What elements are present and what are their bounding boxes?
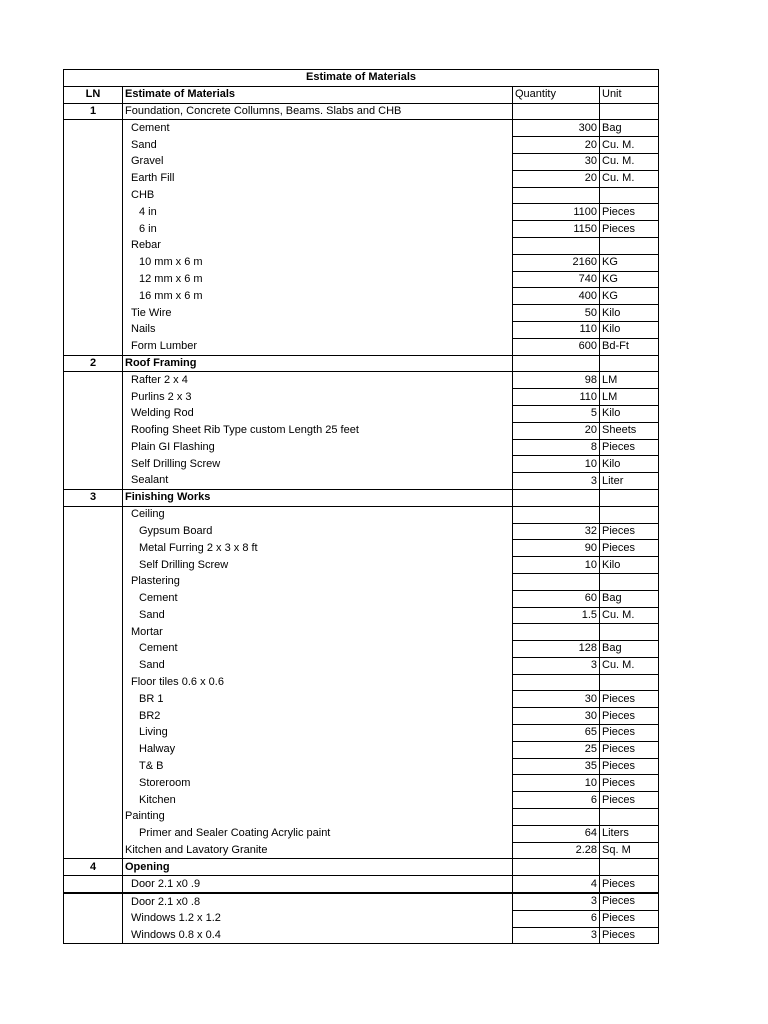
quantity-cell [513, 237, 600, 254]
table-row [64, 758, 659, 775]
unit-cell [600, 859, 659, 876]
header-quantity: Quantity [513, 86, 600, 103]
description-cell: Mortar [123, 624, 513, 641]
ln-cell [64, 657, 123, 674]
table-row [64, 624, 659, 641]
quantity-cell: 3 [513, 927, 600, 944]
unit-cell: Cu. M. [600, 607, 659, 624]
ln-cell [64, 607, 123, 624]
quantity-cell: 2160 [513, 254, 600, 271]
quantity-cell [513, 355, 600, 372]
ln-cell [64, 725, 123, 742]
ln-cell [64, 691, 123, 708]
unit-cell: Cu. M. [600, 657, 659, 674]
unit-cell: Pieces [600, 725, 659, 742]
ln-cell [64, 271, 123, 288]
header-unit: Unit [600, 86, 659, 103]
unit-cell: Kilo [600, 456, 659, 473]
header-ln: LN [64, 86, 123, 103]
table-row [64, 506, 659, 523]
description-cell: Cement [123, 641, 513, 658]
unit-cell: Kilo [600, 305, 659, 322]
table-row [64, 876, 659, 893]
quantity-cell: 50 [513, 305, 600, 322]
quantity-cell: 10 [513, 557, 600, 574]
unit-cell: KG [600, 288, 659, 305]
unit-cell [600, 355, 659, 372]
quantity-cell: 8 [513, 439, 600, 456]
ln-cell [64, 473, 123, 490]
unit-cell: Kilo [600, 557, 659, 574]
unit-cell: Bag [600, 120, 659, 137]
description-cell: 12 mm x 6 m [123, 271, 513, 288]
description-cell: 16 mm x 6 m [123, 288, 513, 305]
description-cell: Primer and Sealer Coating Acrylic paint [123, 825, 513, 842]
table-row [64, 842, 659, 859]
unit-cell: Kilo [600, 321, 659, 338]
table-row [64, 708, 659, 725]
ln-cell [64, 204, 123, 221]
description-cell: Purlins 2 x 3 [123, 389, 513, 406]
ln-cell [64, 540, 123, 557]
ln-cell [64, 389, 123, 406]
quantity-cell: 20 [513, 170, 600, 187]
table-row [64, 927, 659, 944]
table-row [64, 674, 659, 691]
table-row [64, 254, 659, 271]
description-cell: Cement [123, 120, 513, 137]
description-cell: Self Drilling Screw [123, 456, 513, 473]
ln-cell [64, 120, 123, 137]
unit-cell: Liters [600, 825, 659, 842]
table-title: Estimate of Materials [64, 70, 659, 87]
description-cell: Sealant [123, 473, 513, 490]
description-cell: BR 1 [123, 691, 513, 708]
ln-cell [64, 305, 123, 322]
unit-cell: Pieces [600, 204, 659, 221]
unit-cell: Bag [600, 641, 659, 658]
description-cell: Floor tiles 0.6 x 0.6 [123, 674, 513, 691]
description-cell: Kitchen and Lavatory Granite [123, 842, 513, 859]
table-row [64, 355, 659, 372]
unit-cell: Pieces [600, 893, 659, 910]
ln-cell [64, 792, 123, 809]
unit-cell: KG [600, 271, 659, 288]
ln-cell [64, 927, 123, 944]
ln-cell [64, 641, 123, 658]
ln-cell [64, 876, 123, 893]
description-cell: Windows 0.8 x 0.4 [123, 927, 513, 944]
ln-cell: 2 [64, 355, 123, 372]
ln-cell [64, 590, 123, 607]
table-row [64, 473, 659, 490]
table-row [64, 103, 659, 120]
unit-cell: Pieces [600, 691, 659, 708]
ln-cell [64, 523, 123, 540]
unit-cell [600, 809, 659, 826]
ln-cell [64, 674, 123, 691]
unit-cell: KG [600, 254, 659, 271]
description-cell: Ceiling [123, 506, 513, 523]
description-cell: Tie Wire [123, 305, 513, 322]
quantity-cell: 110 [513, 389, 600, 406]
unit-cell: Kilo [600, 405, 659, 422]
table-row [64, 557, 659, 574]
description-cell: Form Lumber [123, 338, 513, 355]
description-cell: Gravel [123, 153, 513, 170]
quantity-cell: 6 [513, 792, 600, 809]
unit-cell: Pieces [600, 523, 659, 540]
description-cell: 10 mm x 6 m [123, 254, 513, 271]
table-row [64, 153, 659, 170]
quantity-cell: 110 [513, 321, 600, 338]
unit-cell [600, 237, 659, 254]
quantity-cell: 64 [513, 825, 600, 842]
quantity-cell: 3 [513, 657, 600, 674]
table-row [64, 288, 659, 305]
unit-cell: Pieces [600, 708, 659, 725]
description-cell: BR2 [123, 708, 513, 725]
unit-cell: Cu. M. [600, 153, 659, 170]
quantity-cell: 98 [513, 372, 600, 389]
unit-cell: Bd-Ft [600, 338, 659, 355]
quantity-cell: 25 [513, 741, 600, 758]
quantity-cell: 20 [513, 137, 600, 154]
header-description: Estimate of Materials [123, 86, 513, 103]
quantity-cell: 300 [513, 120, 600, 137]
table-row [64, 893, 659, 910]
ln-cell [64, 506, 123, 523]
quantity-cell: 90 [513, 540, 600, 557]
table-row [64, 170, 659, 187]
ln-cell [64, 893, 123, 910]
ln-cell [64, 624, 123, 641]
description-cell: Opening [123, 859, 513, 876]
table-row [64, 389, 659, 406]
description-cell: Painting [123, 809, 513, 826]
ln-cell [64, 288, 123, 305]
unit-cell [600, 506, 659, 523]
unit-cell: Cu. M. [600, 137, 659, 154]
ln-cell [64, 573, 123, 590]
unit-cell: Pieces [600, 221, 659, 238]
unit-cell: Pieces [600, 758, 659, 775]
quantity-cell: 128 [513, 641, 600, 658]
description-cell: Gypsum Board [123, 523, 513, 540]
unit-cell: Cu. M. [600, 170, 659, 187]
ln-cell [64, 372, 123, 389]
description-cell: Roofing Sheet Rib Type custom Length 25 feet [123, 422, 513, 439]
quantity-cell: 30 [513, 691, 600, 708]
table-row [64, 204, 659, 221]
description-cell: Foundation, Concrete Collumns, Beams. Slabs and CHB [123, 103, 513, 120]
ln-cell [64, 153, 123, 170]
unit-cell [600, 674, 659, 691]
table-row [64, 725, 659, 742]
table-row [64, 691, 659, 708]
unit-cell [600, 624, 659, 641]
unit-cell [600, 573, 659, 590]
quantity-cell: 4 [513, 876, 600, 893]
table-row [64, 338, 659, 355]
ln-cell [64, 338, 123, 355]
unit-cell: Pieces [600, 792, 659, 809]
quantity-cell: 1.5 [513, 607, 600, 624]
description-cell: Roof Framing [123, 355, 513, 372]
quantity-cell: 3 [513, 473, 600, 490]
unit-cell: Pieces [600, 876, 659, 893]
quantity-cell: 65 [513, 725, 600, 742]
description-cell: Door 2.1 x0 .9 [123, 876, 513, 893]
ln-cell [64, 321, 123, 338]
unit-cell: LM [600, 372, 659, 389]
description-cell: Self Drilling Screw [123, 557, 513, 574]
unit-cell: Sheets [600, 422, 659, 439]
quantity-cell: 5 [513, 405, 600, 422]
description-cell: Earth Fill [123, 170, 513, 187]
table-row [64, 523, 659, 540]
unit-cell: Pieces [600, 439, 659, 456]
description-cell: Sand [123, 607, 513, 624]
quantity-cell [513, 573, 600, 590]
quantity-cell: 3 [513, 893, 600, 910]
description-cell: 4 in [123, 204, 513, 221]
quantity-cell: 35 [513, 758, 600, 775]
ln-cell [64, 187, 123, 204]
description-cell: Sand [123, 657, 513, 674]
quantity-cell [513, 103, 600, 120]
unit-cell: Pieces [600, 741, 659, 758]
table-row [64, 657, 659, 674]
ln-cell: 1 [64, 103, 123, 120]
unit-cell: Pieces [600, 775, 659, 792]
ln-cell [64, 758, 123, 775]
description-cell: Door 2.1 x0 .8 [123, 893, 513, 910]
unit-cell: Sq. M [600, 842, 659, 859]
quantity-cell [513, 506, 600, 523]
ln-cell [64, 910, 123, 927]
description-cell: Welding Rod [123, 405, 513, 422]
ln-cell [64, 439, 123, 456]
description-cell: Living [123, 725, 513, 742]
quantity-cell: 60 [513, 590, 600, 607]
quantity-cell: 6 [513, 910, 600, 927]
ln-cell [64, 825, 123, 842]
description-cell: Sand [123, 137, 513, 154]
description-cell: Plastering [123, 573, 513, 590]
quantity-cell [513, 859, 600, 876]
quantity-cell: 30 [513, 708, 600, 725]
ln-cell: 3 [64, 489, 123, 506]
quantity-cell: 1100 [513, 204, 600, 221]
quantity-cell: 740 [513, 271, 600, 288]
description-cell: Cement [123, 590, 513, 607]
quantity-cell [513, 674, 600, 691]
unit-cell [600, 103, 659, 120]
description-cell: Windows 1.2 x 1.2 [123, 910, 513, 927]
description-cell: Kitchen [123, 792, 513, 809]
table-row [64, 271, 659, 288]
table-row [64, 825, 659, 842]
quantity-cell: 32 [513, 523, 600, 540]
ln-cell [64, 137, 123, 154]
title-row [64, 70, 659, 87]
table-row [64, 305, 659, 322]
quantity-cell: 30 [513, 153, 600, 170]
ln-cell [64, 842, 123, 859]
quantity-cell [513, 489, 600, 506]
ln-cell [64, 237, 123, 254]
description-cell: Storeroom [123, 775, 513, 792]
ln-cell: 4 [64, 859, 123, 876]
ln-cell [64, 708, 123, 725]
table-row [64, 792, 659, 809]
ln-cell [64, 405, 123, 422]
description-cell: T& B [123, 758, 513, 775]
quantity-cell: 2.28 [513, 842, 600, 859]
ln-cell [64, 422, 123, 439]
ln-cell [64, 775, 123, 792]
quantity-cell: 10 [513, 456, 600, 473]
table-row [64, 237, 659, 254]
table-row [64, 641, 659, 658]
description-cell: Rafter 2 x 4 [123, 372, 513, 389]
description-cell: Metal Furring 2 x 3 x 8 ft [123, 540, 513, 557]
description-cell: Rebar [123, 237, 513, 254]
ln-cell [64, 741, 123, 758]
table-row [64, 741, 659, 758]
unit-cell: Bag [600, 590, 659, 607]
table-row [64, 321, 659, 338]
table-row [64, 456, 659, 473]
unit-cell: Pieces [600, 910, 659, 927]
table-row [64, 439, 659, 456]
unit-cell: Liter [600, 473, 659, 490]
table-row [64, 573, 659, 590]
table-row [64, 607, 659, 624]
table-row [64, 120, 659, 137]
header-row [64, 86, 659, 103]
table-row [64, 187, 659, 204]
table-row [64, 590, 659, 607]
table-row [64, 859, 659, 876]
description-cell: Finishing Works [123, 489, 513, 506]
ln-cell [64, 170, 123, 187]
ln-cell [64, 809, 123, 826]
ln-cell [64, 557, 123, 574]
table-row [64, 540, 659, 557]
description-cell: Plain GI Flashing [123, 439, 513, 456]
table-row [64, 489, 659, 506]
table-row [64, 910, 659, 927]
ln-cell [64, 456, 123, 473]
table-row [64, 372, 659, 389]
unit-cell: LM [600, 389, 659, 406]
description-cell: Halway [123, 741, 513, 758]
quantity-cell [513, 624, 600, 641]
unit-cell [600, 187, 659, 204]
description-cell: CHB [123, 187, 513, 204]
quantity-cell: 400 [513, 288, 600, 305]
unit-cell: Pieces [600, 927, 659, 944]
quantity-cell: 600 [513, 338, 600, 355]
quantity-cell [513, 809, 600, 826]
table-row [64, 221, 659, 238]
ln-cell [64, 221, 123, 238]
table-row [64, 422, 659, 439]
table-row [64, 405, 659, 422]
description-cell: 6 in [123, 221, 513, 238]
table-row [64, 809, 659, 826]
table-row [64, 137, 659, 154]
quantity-cell [513, 187, 600, 204]
quantity-cell: 1150 [513, 221, 600, 238]
table-row [64, 775, 659, 792]
unit-cell [600, 489, 659, 506]
ln-cell [64, 254, 123, 271]
quantity-cell: 20 [513, 422, 600, 439]
unit-cell: Pieces [600, 540, 659, 557]
quantity-cell: 10 [513, 775, 600, 792]
estimate-table [63, 69, 659, 944]
description-cell: Nails [123, 321, 513, 338]
